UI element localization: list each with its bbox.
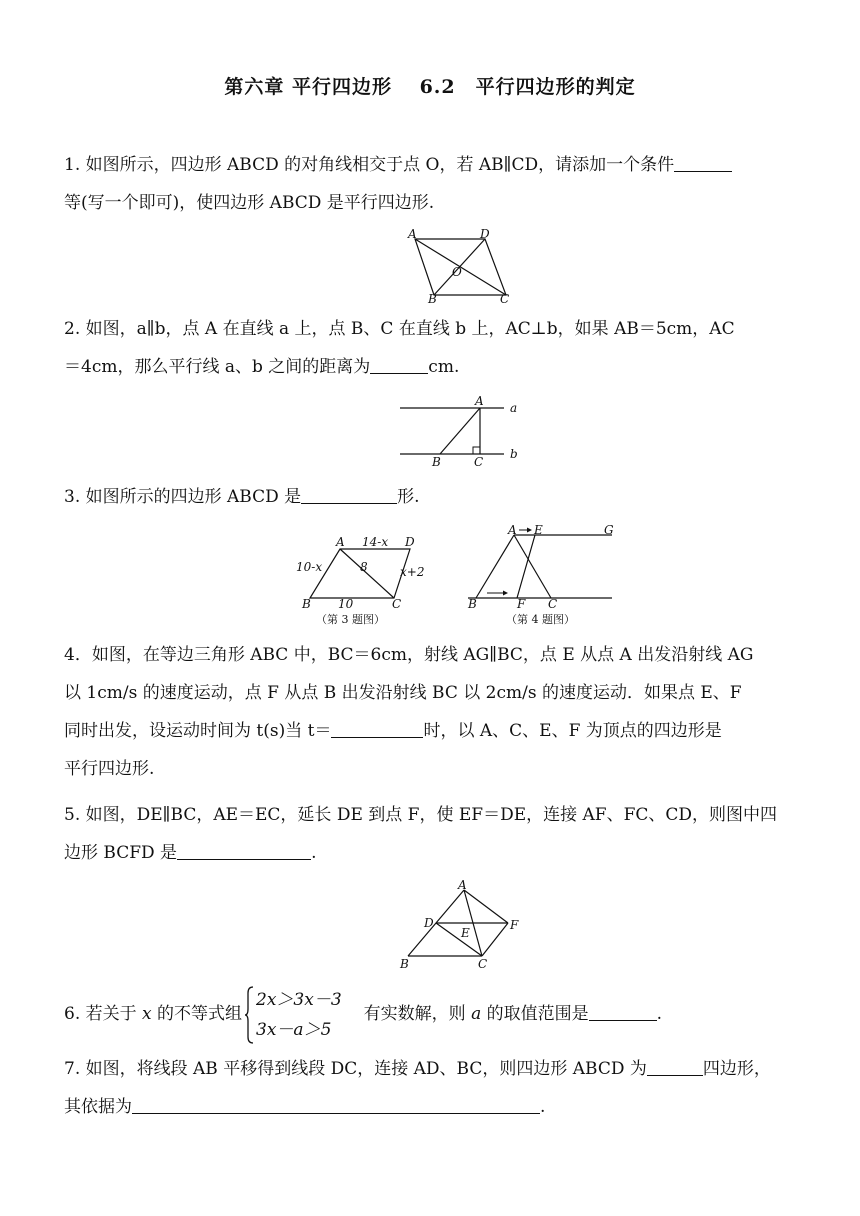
q7-line2: 其依据为 [64, 1097, 132, 1117]
q5-figure [396, 876, 526, 974]
q7-line1b: 四边形， [702, 1059, 771, 1079]
q4-line2: 以 1cm/s 的速度运动，点 F 从点 B 出发沿射线 BC 以 2cm/s 的速度运动．如果点 E、F [64, 683, 742, 703]
q5-label-A: A [458, 878, 467, 892]
q1-answer-blank[interactable] [674, 151, 732, 172]
fig3-label-diag: 8 [360, 560, 368, 574]
fig3-label-A: A [336, 535, 345, 549]
q4-line3a: 同时出发，设运动时间为 t(s)当 t＝ [64, 721, 332, 741]
q2-answer-blank[interactable] [370, 353, 428, 374]
fig3-label-B: B [302, 597, 311, 611]
q4-line4: 平行四边形. [64, 759, 155, 779]
fig4-caption: （第 4 题图） [506, 613, 575, 626]
question-1 [64, 146, 814, 222]
q3-answer-blank[interactable] [301, 483, 397, 504]
question-4 [64, 636, 814, 788]
fig3-label-left: 10-x [296, 560, 323, 574]
q3-line1a: 3. 如图所示的四边形 ABCD 是 [64, 487, 302, 507]
fig3-label-right: x+2 [400, 565, 425, 579]
q4-answer-blank[interactable] [331, 717, 423, 738]
q1-label-D: D [480, 227, 490, 241]
q3-line1b: 形. [397, 487, 420, 507]
fig3-label-top: 14-x [362, 535, 389, 549]
brace-icon [244, 985, 254, 1045]
question-2 [64, 310, 814, 386]
q5-label-F: F [510, 918, 519, 932]
fig4-label-E: E [534, 523, 543, 537]
q4-line3b: 时，以 A、C、E、F 为顶点的四边形是 [423, 721, 722, 741]
q6-end: . [656, 1004, 663, 1024]
q2-line1: 2. 如图，a∥b，点 A 在直线 a 上，点 B、C 在直线 b 上，AC⊥b，如果 AB＝5cm，AC [64, 319, 735, 339]
q5-label-B: B [400, 957, 409, 971]
q6-post1: 有实数解，则 [363, 1004, 472, 1024]
fig4-label-B: B [468, 597, 477, 611]
question-7 [64, 1050, 814, 1126]
q6-var-a: a [471, 1004, 482, 1024]
q4-line1: 4．如图，在等边三角形 ABC 中，BC＝6cm，射线 AG∥BC，点 E 从点 A 出发沿射线 AG [64, 645, 754, 665]
fig3-label-D: D [405, 535, 415, 549]
figure-4 [462, 525, 622, 627]
q6-var-x: x [142, 1004, 152, 1024]
q6-inequality-1: 2x＞3x－3 [256, 989, 342, 1010]
q5-answer-blank[interactable] [177, 839, 311, 860]
q7-answer-blank-2[interactable] [132, 1093, 540, 1114]
q1-figure [398, 228, 518, 306]
q2-label-C: C [474, 455, 484, 469]
page-title: 第六章 平行四边形 6.2 平行四边形的判定 [224, 76, 636, 98]
q6-answer-blank[interactable] [589, 1000, 657, 1021]
q1-label-A: A [408, 227, 417, 241]
q7-line1a: 7. 如图，将线段 AB 平移得到线段 DC，连接 AD、BC，则四边形 ABCD 为 [64, 1059, 647, 1079]
q6-inequality-system [244, 985, 342, 1045]
fig4-label-C: C [548, 597, 558, 611]
fig3-caption: （第 3 题图） [316, 613, 385, 626]
q7-line2end: . [540, 1097, 546, 1117]
fig3-label-C: C [392, 597, 402, 611]
q2-label-a: a [510, 401, 518, 415]
q2-label-B: B [432, 455, 441, 469]
q1-line1: 1. 如图所示，四边形 ABCD 的对角线相交于点 O，若 AB∥CD，请添加一个条件 [64, 155, 675, 175]
q1-line2: 等(写一个即可)，使四边形 ABCD 是平行四边形. [64, 193, 435, 213]
q1-label-B: B [428, 292, 437, 306]
q6-pre: 6. 若关于 [64, 1004, 143, 1024]
question-3 [64, 478, 814, 516]
q7-answer-blank-1[interactable] [647, 1055, 703, 1076]
fig4-label-A: A [508, 523, 517, 537]
fig4-label-G: G [604, 523, 614, 537]
question-6 [64, 984, 814, 1045]
q5-label-D: D [424, 916, 434, 930]
q5-line2end: . [311, 843, 317, 863]
q5-line2: 边形 BCFD 是 [64, 843, 178, 863]
q6-mid: 的不等式组 [151, 1004, 243, 1024]
fig4-label-F: F [517, 597, 526, 611]
q5-label-C: C [478, 957, 488, 971]
q2-line2a: ＝4cm，那么平行线 a、b 之间的距离为 [64, 357, 371, 377]
q2-figure [398, 395, 528, 467]
q5-label-E: E [461, 926, 470, 940]
question-5 [64, 796, 814, 872]
figure-3 [290, 525, 440, 627]
q2-label-A: A [475, 394, 484, 408]
fig3-label-bottom: 10 [338, 597, 354, 611]
q2-label-b: b [510, 447, 518, 461]
q1-label-C: C [500, 292, 510, 306]
q1-label-O: O [452, 265, 462, 279]
q6-post2: 的取值范围是 [481, 1004, 589, 1024]
q5-line1: 5. 如图，DE∥BC，AE＝EC，延长 DE 到点 F，使 EF＝DE，连接 AF、FC、CD，则图中四 [64, 805, 778, 825]
q6-inequality-2: 3x－a＞5 [256, 1019, 332, 1040]
q2-line2b: cm. [428, 357, 460, 377]
